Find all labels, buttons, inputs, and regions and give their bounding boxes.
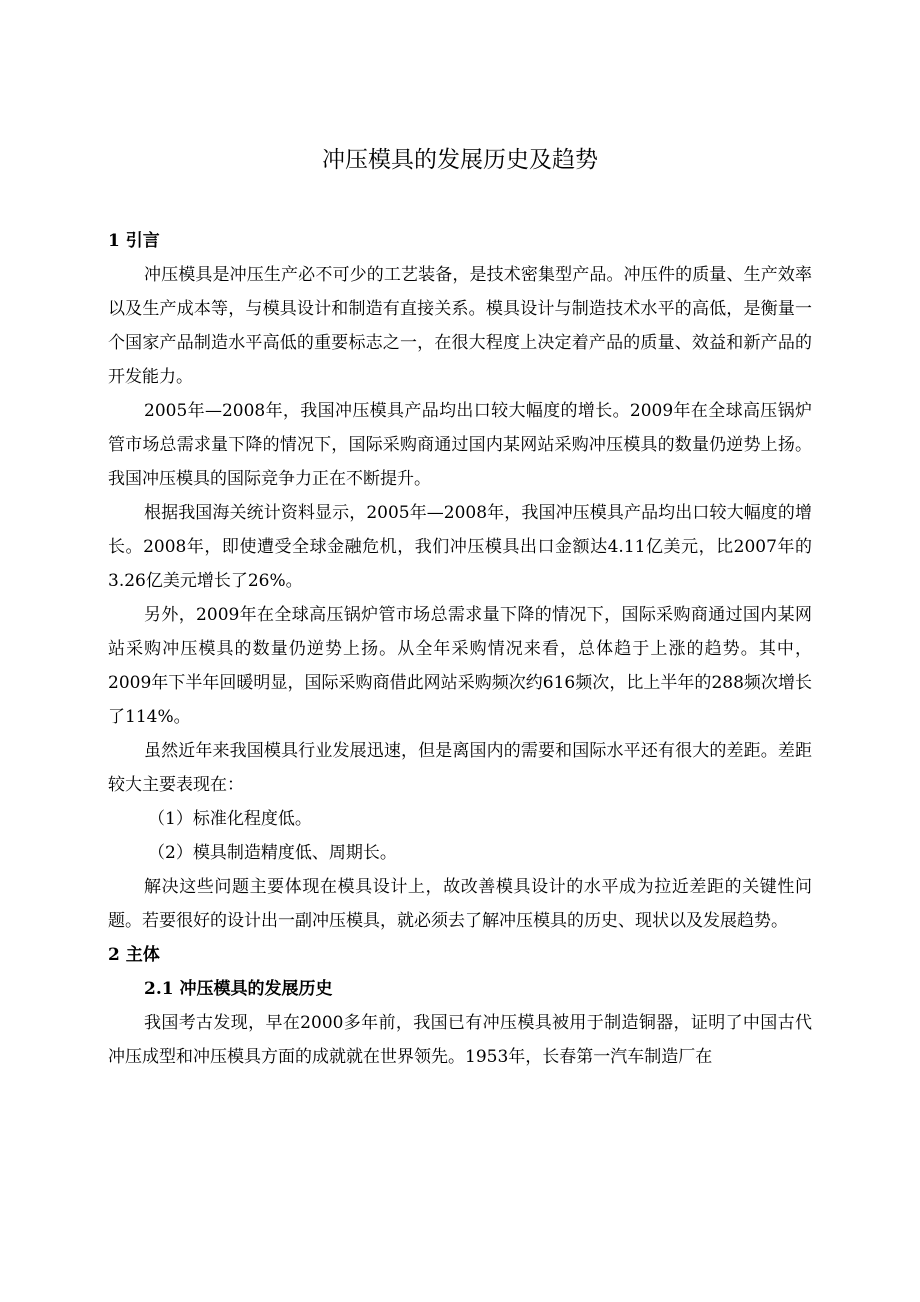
paragraph-intro-1: 冲压模具是冲压生产必不可少的工艺装备，是技术密集型产品。冲压件的质量、生产效率以及生产成本等，与模具设计和制造有直接关系。模具设计与制造技术水平的高低，是衡量一个国家产品制造水平高低的重要标志之一，在很大程度上决定着产品的质量、效益和新产品的开发能力。 [108,265,812,387]
paragraph-intro-2: 2005年—2008年，我国冲压模具产品均出口较大幅度的增长。2009年在全球高压锅炉管市场总需求量下降的情况下，国际采购商通过国内某网站采购冲压模具的数量仍逆势上扬。我国冲压模具的国际竞争力正在不断提升。 [108,401,812,489]
document-body [108,224,812,1074]
list-item-standardization: （1）标准化程度低。 [148,809,312,829]
paragraph-history-1: 我国考古发现，早在2000多年前，我国已有冲压模具被用于制造铜器，证明了中国古代冲压成型和冲压模具方面的成就就在世界领先。1953年，长春第一汽车制造厂在 [108,1013,812,1067]
subsection-heading-history: 2.1 冲压模具的发展历史 [144,979,333,999]
paragraph-intro-3: 根据我国海关统计资料显示，2005年—2008年，我国冲压模具产品均出口较大幅度的增长。2008年，即使遭受全球金融危机，我们冲压模具出口金额达4.11亿美元，比2007年的3.26亿美元增长了26%。 [108,503,812,591]
paragraph-intro-4: 另外，2009年在全球高压锅炉管市场总需求量下降的情况下，国际采购商通过国内某网站采购冲压模具的数量仍逆势上扬。从全年采购情况来看，总体趋于上涨的趋势。其中，2009年下半年回暖明显，国际采购商借此网站采购频次约616频次，比上半年的288频次增长了114%。 [108,605,812,727]
list-item-precision: （2）模具制造精度低、周期长。 [148,843,397,863]
paragraph-intro-closing: 解决这些问题主要体现在模具设计上，故改善模具设计的水平成为拉近差距的关键性问题。若要很好的设计出一副冲压模具，就必须去了解冲压模具的历史、现状以及发展趋势。 [108,877,812,931]
page-title: 冲压模具的发展历史及趋势 [322,147,598,173]
section-heading-introduction: 1 引言 [108,231,160,251]
paragraph-intro-5: 虽然近年来我国模具行业发展迅速，但是离国内的需要和国际水平还有很大的差距。差距较大主要表现在： [108,741,812,795]
section-heading-main: 2 主体 [108,945,160,965]
